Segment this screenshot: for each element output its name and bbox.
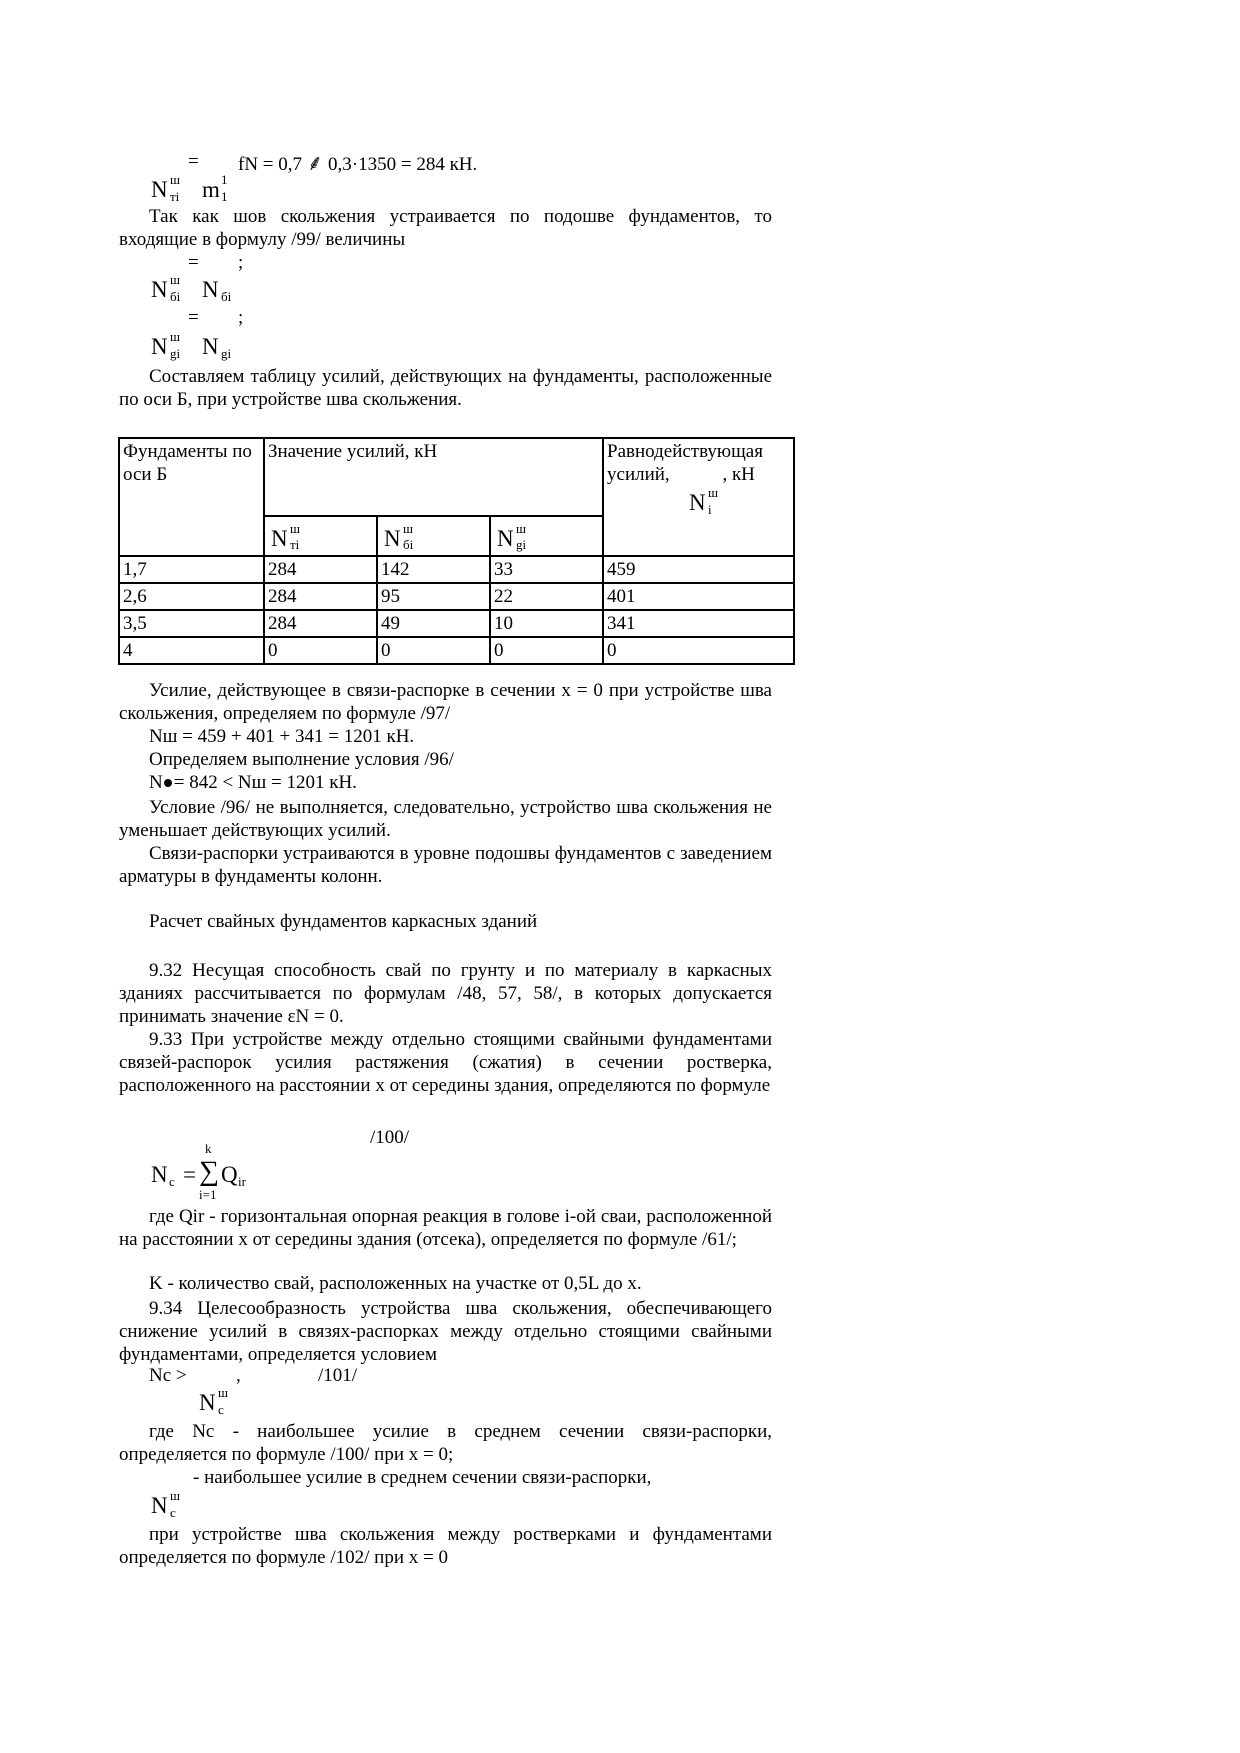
formula-100-eq: = [183,1162,196,1187]
cell-resultant: 401 [603,583,794,610]
table-row [119,556,794,583]
line-condition-n: N [149,772,163,793]
formula-rhs-sup: 1 [221,172,228,187]
line-check-condition: Определяем выполнение условия /96/ [149,749,454,770]
header-resultant-sup: ш [708,485,719,500]
formula-101-comma: , [236,1365,241,1386]
cell-nb: 95 [377,583,490,610]
cell-resultant: 341 [603,610,794,637]
formula-100-lhs-sub: c [169,1174,175,1189]
eq-b-sign: = [188,252,199,273]
cell-nt: 284 [264,583,377,610]
forces-table [118,437,795,665]
cell-nb: 142 [377,556,490,583]
formula-101-sup: ш [218,1385,229,1400]
sym-g-sub: gi [516,537,527,552]
header-foundations-label: Фундаменты по оси Б [123,441,252,485]
bullet-dot-icon [164,779,172,787]
paragraph-9-33: 9.33 При устройстве между отдельно стоящими свайными фундаментами связей-распорок усилия растяжения (сжатия) в сечении ростверка, расположенного на расстоянии x от середины здания, определяются по формуле [119,1029,772,1096]
cell-ng: 22 [490,583,603,610]
formula-101-sub: c [218,1402,224,1417]
header-sym-t [264,516,377,556]
formula-101-n: N [199,1390,216,1415]
formula-eq-sign: = [188,151,199,172]
header-resultant-unit: , кН [722,464,755,485]
header-resultant-sub: i [708,502,712,517]
eq-g-sign: = [188,307,199,328]
header-force-values-label: Значение усилий, кН [268,441,438,462]
sym-t-n: N [271,526,288,551]
eq-g-lhs: N [151,334,168,359]
header-resultant [603,438,794,556]
line-condition-rest: = 842 < Nш = 1201 кН. [173,772,357,793]
line-condition [149,773,357,792]
formula-100-lhs: N [151,1162,168,1187]
paragraph-condition-result: Условие /96/ не выполняется, следовательно, устройство шва скольжения не уменьшает действующих усилий. [119,797,772,841]
formula-expr [238,152,477,174]
table-header-row [119,438,794,516]
cell-nb: 0 [377,637,490,664]
table-row [119,583,794,610]
eq-g-lhs-sub: gi [170,346,181,361]
header-sym-b [377,516,490,556]
sym-b-sup: ш [403,521,414,536]
eq-b-semicolon: ; [238,252,244,273]
ncs-sup: ш [170,1488,181,1503]
cell-ng: 0 [490,637,603,664]
formula-lhs-sub: тi [170,189,180,204]
eq-b-lhs-sub: бi [170,289,181,304]
ncs-sub: c [170,1505,176,1520]
formula-glyph: ⸙ [306,150,324,175]
sym-t-sub: тi [290,537,300,552]
formula-rhs-sub: 1 [221,189,228,204]
paragraph-tie-force: Усилие, действующее в связи-распорке в сечении x = 0 при устройстве шва скольжения, определяем по формуле /97/ [119,680,772,724]
paragraph-ties: Связи-распорки устраиваются в уровне подошвы фундаментов с заведением арматуры в фундаменты колонн. [119,843,772,887]
sym-b-n: N [384,526,401,551]
eq-b-lhs: N [151,277,168,302]
sym-t-sup: ш [290,521,301,536]
ncs-n: N [151,1493,168,1518]
header-force-values [264,438,603,516]
cell-ng: 10 [490,610,603,637]
header-foundations [119,438,264,556]
formula-rhs-m: m [202,177,220,202]
cell-resultant: 0 [603,637,794,664]
eq-g-lhs-sup: ш [170,329,181,344]
cell-nt: 284 [264,556,377,583]
eq-b-rhs: N [202,277,219,302]
paragraph-slide-joint: Так как шов скольжения устраивается по подошве фундаментов, то входящие в формулу /99/ величины [119,206,772,250]
line-k: K - количество свай, расположенных на участке от 0,5L до x. [149,1273,642,1294]
table-row [119,637,794,664]
formula-101-text: Nc > [149,1365,187,1386]
line-ncs-desc: - наибольшее усилие в среднем сечении связи-распорки, [193,1467,652,1488]
sym-g-sup: ш [516,521,527,536]
paragraph-qir: где Qir - горизонтальная опорная реакция в голове i-ой сваи, расположенной на расстоянии x от середины здания (отсека), определяется по формуле /61/; [119,1206,772,1250]
paragraph-last: при устройстве шва скольжения между ростверками и фундаментами определяется по формуле /102/ при x = 0 [119,1524,772,1568]
formula-lhs-n: N [151,177,168,202]
formula-expr-text: fN = 0,7 [238,154,303,175]
cell-foundation: 1,7 [119,556,264,583]
cell-nt: 284 [264,610,377,637]
formula-100-label: /100/ [370,1127,410,1148]
cell-nt: 0 [264,637,377,664]
paragraph-9-32: 9.32 Несущая способность свай по грунту и по материалу в каркасных зданиях рассчитывается по формулам /48, 57, 58/, в которых допускается принимать значение εN = 0. [119,960,772,1027]
formula-100-upper: k [205,1141,212,1156]
cell-nb: 49 [377,610,490,637]
paragraph-table-intro: Составляем таблицу усилий, действующих на фундаменты, расположенные по оси Б, при устройстве шва скольжения. [119,366,772,410]
sym-b-sub: бi [403,537,414,552]
eq-g-semicolon: ; [238,307,244,328]
formula-lhs-sup: ш [170,172,181,187]
eq-b-lhs-sup: ш [170,272,181,287]
header-resultant-n: N [689,490,706,515]
paragraph-9-34: 9.34 Целесообразность устройства шва скольжения, обеспечивающего снижение усилий в связях-распорках между отдельно стоящими свайными фундаментами, определяется условием [119,1298,772,1365]
cell-resultant: 459 [603,556,794,583]
formula-tail: 0,3·1350 = 284 кН. [328,154,478,175]
formula-100-lower: i=1 [199,1187,217,1202]
sigma-icon: ∑ [199,1156,219,1187]
eq-g-rhs: N [202,334,219,359]
formula-100-term: Q [221,1162,238,1187]
eq-b-rhs-sub: бi [221,289,232,304]
cell-foundation: 4 [119,637,264,664]
formula-101-label: /101/ [318,1365,358,1386]
table-row [119,610,794,637]
sym-g-n: N [497,526,514,551]
line-sum: Nш = 459 + 401 + 341 = 1201 кН. [149,726,415,747]
section-heading: Расчет свайных фундаментов каркасных зданий [149,911,538,932]
header-sym-g [490,516,603,556]
formula-100-term-sub: ir [238,1174,246,1189]
cell-foundation: 3,5 [119,610,264,637]
cell-ng: 33 [490,556,603,583]
paragraph-nc: где Nc - наибольшее усилие в среднем сечении связи-распорки, определяется по формуле /100/ при x = 0; [119,1421,772,1465]
header-resultant-label: Равнодействующая усилий, [607,441,763,485]
cell-foundation: 2,6 [119,583,264,610]
eq-g-rhs-sub: gi [221,346,232,361]
